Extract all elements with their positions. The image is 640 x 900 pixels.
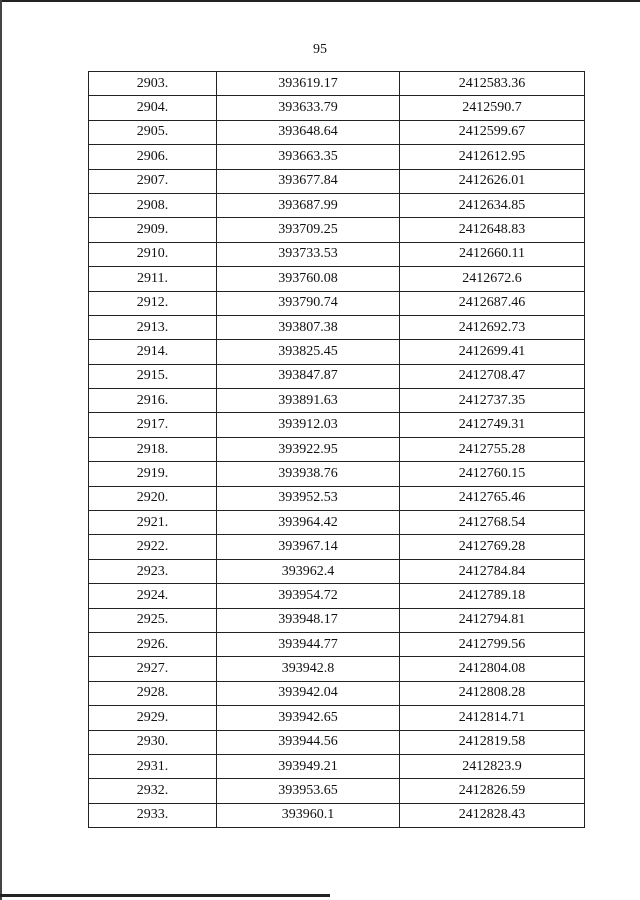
table-row xyxy=(89,657,585,681)
x-coordinate-cell: 393944.77 xyxy=(217,632,400,656)
y-coordinate-cell: 2412612.95 xyxy=(400,145,585,169)
point-number-cell: 2931. xyxy=(89,754,217,778)
y-coordinate-cell: 2412769.28 xyxy=(400,535,585,559)
y-coordinate-cell: 2412672.6 xyxy=(400,267,585,291)
x-coordinate-cell: 393952.53 xyxy=(217,486,400,510)
y-coordinate-cell: 2412794.81 xyxy=(400,608,585,632)
point-number-cell: 2927. xyxy=(89,657,217,681)
y-coordinate-cell: 2412687.46 xyxy=(400,291,585,315)
table-row xyxy=(89,364,585,388)
point-number-cell: 2925. xyxy=(89,608,217,632)
table-row xyxy=(89,96,585,120)
table-row xyxy=(89,242,585,266)
table-row xyxy=(89,267,585,291)
y-coordinate-cell: 2412826.59 xyxy=(400,779,585,803)
point-number-cell: 2928. xyxy=(89,681,217,705)
coordinates-table xyxy=(88,71,585,828)
page-number: 95 xyxy=(313,42,327,57)
table-row xyxy=(89,511,585,535)
y-coordinate-cell: 2412784.84 xyxy=(400,559,585,583)
point-number-cell: 2930. xyxy=(89,730,217,754)
point-number-cell: 2922. xyxy=(89,535,217,559)
x-coordinate-cell: 393954.72 xyxy=(217,584,400,608)
y-coordinate-cell: 2412692.73 xyxy=(400,315,585,339)
y-coordinate-cell: 2412808.28 xyxy=(400,681,585,705)
point-number-cell: 2924. xyxy=(89,584,217,608)
y-coordinate-cell: 2412648.83 xyxy=(400,218,585,242)
x-coordinate-cell: 393942.04 xyxy=(217,681,400,705)
table-row xyxy=(89,218,585,242)
y-coordinate-cell: 2412828.43 xyxy=(400,803,585,827)
x-coordinate-cell: 393687.99 xyxy=(217,193,400,217)
x-coordinate-cell: 393960.1 xyxy=(217,803,400,827)
y-coordinate-cell: 2412590.7 xyxy=(400,96,585,120)
point-number-cell: 2912. xyxy=(89,291,217,315)
y-coordinate-cell: 2412799.56 xyxy=(400,632,585,656)
x-coordinate-cell: 393949.21 xyxy=(217,754,400,778)
point-number-cell: 2905. xyxy=(89,120,217,144)
x-coordinate-cell: 393967.14 xyxy=(217,535,400,559)
point-number-cell: 2907. xyxy=(89,169,217,193)
table-row xyxy=(89,559,585,583)
point-number-cell: 2921. xyxy=(89,511,217,535)
coordinates-table-body xyxy=(89,72,585,828)
point-number-cell: 2929. xyxy=(89,706,217,730)
x-coordinate-cell: 393760.08 xyxy=(217,267,400,291)
table-row xyxy=(89,779,585,803)
y-coordinate-cell: 2412823.9 xyxy=(400,754,585,778)
x-coordinate-cell: 393962.4 xyxy=(217,559,400,583)
x-coordinate-cell: 393942.65 xyxy=(217,706,400,730)
table-row xyxy=(89,706,585,730)
x-coordinate-cell: 393948.17 xyxy=(217,608,400,632)
y-coordinate-cell: 2412789.18 xyxy=(400,584,585,608)
scan-edge-bottom xyxy=(0,894,330,897)
x-coordinate-cell: 393964.42 xyxy=(217,511,400,535)
point-number-cell: 2932. xyxy=(89,779,217,803)
point-number-cell: 2920. xyxy=(89,486,217,510)
y-coordinate-cell: 2412660.11 xyxy=(400,242,585,266)
point-number-cell: 2933. xyxy=(89,803,217,827)
point-number-cell: 2923. xyxy=(89,559,217,583)
x-coordinate-cell: 393825.45 xyxy=(217,340,400,364)
table-row xyxy=(89,486,585,510)
scan-edge-left xyxy=(0,0,2,900)
table-row xyxy=(89,315,585,339)
y-coordinate-cell: 2412626.01 xyxy=(400,169,585,193)
table-row xyxy=(89,632,585,656)
table-row xyxy=(89,72,585,96)
table-row xyxy=(89,754,585,778)
x-coordinate-cell: 393942.8 xyxy=(217,657,400,681)
point-number-cell: 2913. xyxy=(89,315,217,339)
x-coordinate-cell: 393733.53 xyxy=(217,242,400,266)
table-row xyxy=(89,340,585,364)
point-number-cell: 2904. xyxy=(89,96,217,120)
point-number-cell: 2916. xyxy=(89,389,217,413)
point-number-cell: 2908. xyxy=(89,193,217,217)
scan-edge-top xyxy=(0,0,640,2)
y-coordinate-cell: 2412768.54 xyxy=(400,511,585,535)
point-number-cell: 2918. xyxy=(89,437,217,461)
y-coordinate-cell: 2412814.71 xyxy=(400,706,585,730)
y-coordinate-cell: 2412749.31 xyxy=(400,413,585,437)
table-row xyxy=(89,120,585,144)
table-row xyxy=(89,413,585,437)
x-coordinate-cell: 393891.63 xyxy=(217,389,400,413)
x-coordinate-cell: 393953.65 xyxy=(217,779,400,803)
table-row xyxy=(89,291,585,315)
point-number-cell: 2915. xyxy=(89,364,217,388)
table-row xyxy=(89,681,585,705)
x-coordinate-cell: 393944.56 xyxy=(217,730,400,754)
x-coordinate-cell: 393912.03 xyxy=(217,413,400,437)
point-number-cell: 2914. xyxy=(89,340,217,364)
table-row xyxy=(89,535,585,559)
point-number-cell: 2903. xyxy=(89,72,217,96)
x-coordinate-cell: 393633.79 xyxy=(217,96,400,120)
table-row xyxy=(89,803,585,827)
point-number-cell: 2910. xyxy=(89,242,217,266)
point-number-cell: 2911. xyxy=(89,267,217,291)
y-coordinate-cell: 2412755.28 xyxy=(400,437,585,461)
point-number-cell: 2917. xyxy=(89,413,217,437)
x-coordinate-cell: 393938.76 xyxy=(217,462,400,486)
table-row xyxy=(89,389,585,413)
y-coordinate-cell: 2412699.41 xyxy=(400,340,585,364)
table-row xyxy=(89,584,585,608)
table-row xyxy=(89,169,585,193)
point-number-cell: 2906. xyxy=(89,145,217,169)
y-coordinate-cell: 2412765.46 xyxy=(400,486,585,510)
y-coordinate-cell: 2412708.47 xyxy=(400,364,585,388)
table-row xyxy=(89,462,585,486)
y-coordinate-cell: 2412819.58 xyxy=(400,730,585,754)
table-row xyxy=(89,437,585,461)
point-number-cell: 2919. xyxy=(89,462,217,486)
x-coordinate-cell: 393709.25 xyxy=(217,218,400,242)
x-coordinate-cell: 393619.17 xyxy=(217,72,400,96)
table-row xyxy=(89,193,585,217)
x-coordinate-cell: 393648.64 xyxy=(217,120,400,144)
x-coordinate-cell: 393807.38 xyxy=(217,315,400,339)
y-coordinate-cell: 2412737.35 xyxy=(400,389,585,413)
table-row xyxy=(89,145,585,169)
x-coordinate-cell: 393790.74 xyxy=(217,291,400,315)
y-coordinate-cell: 2412634.85 xyxy=(400,193,585,217)
y-coordinate-cell: 2412760.15 xyxy=(400,462,585,486)
table-row xyxy=(89,730,585,754)
x-coordinate-cell: 393677.84 xyxy=(217,169,400,193)
x-coordinate-cell: 393663.35 xyxy=(217,145,400,169)
y-coordinate-cell: 2412583.36 xyxy=(400,72,585,96)
point-number-cell: 2926. xyxy=(89,632,217,656)
y-coordinate-cell: 2412599.67 xyxy=(400,120,585,144)
table-row xyxy=(89,608,585,632)
y-coordinate-cell: 2412804.08 xyxy=(400,657,585,681)
point-number-cell: 2909. xyxy=(89,218,217,242)
x-coordinate-cell: 393922.95 xyxy=(217,437,400,461)
x-coordinate-cell: 393847.87 xyxy=(217,364,400,388)
